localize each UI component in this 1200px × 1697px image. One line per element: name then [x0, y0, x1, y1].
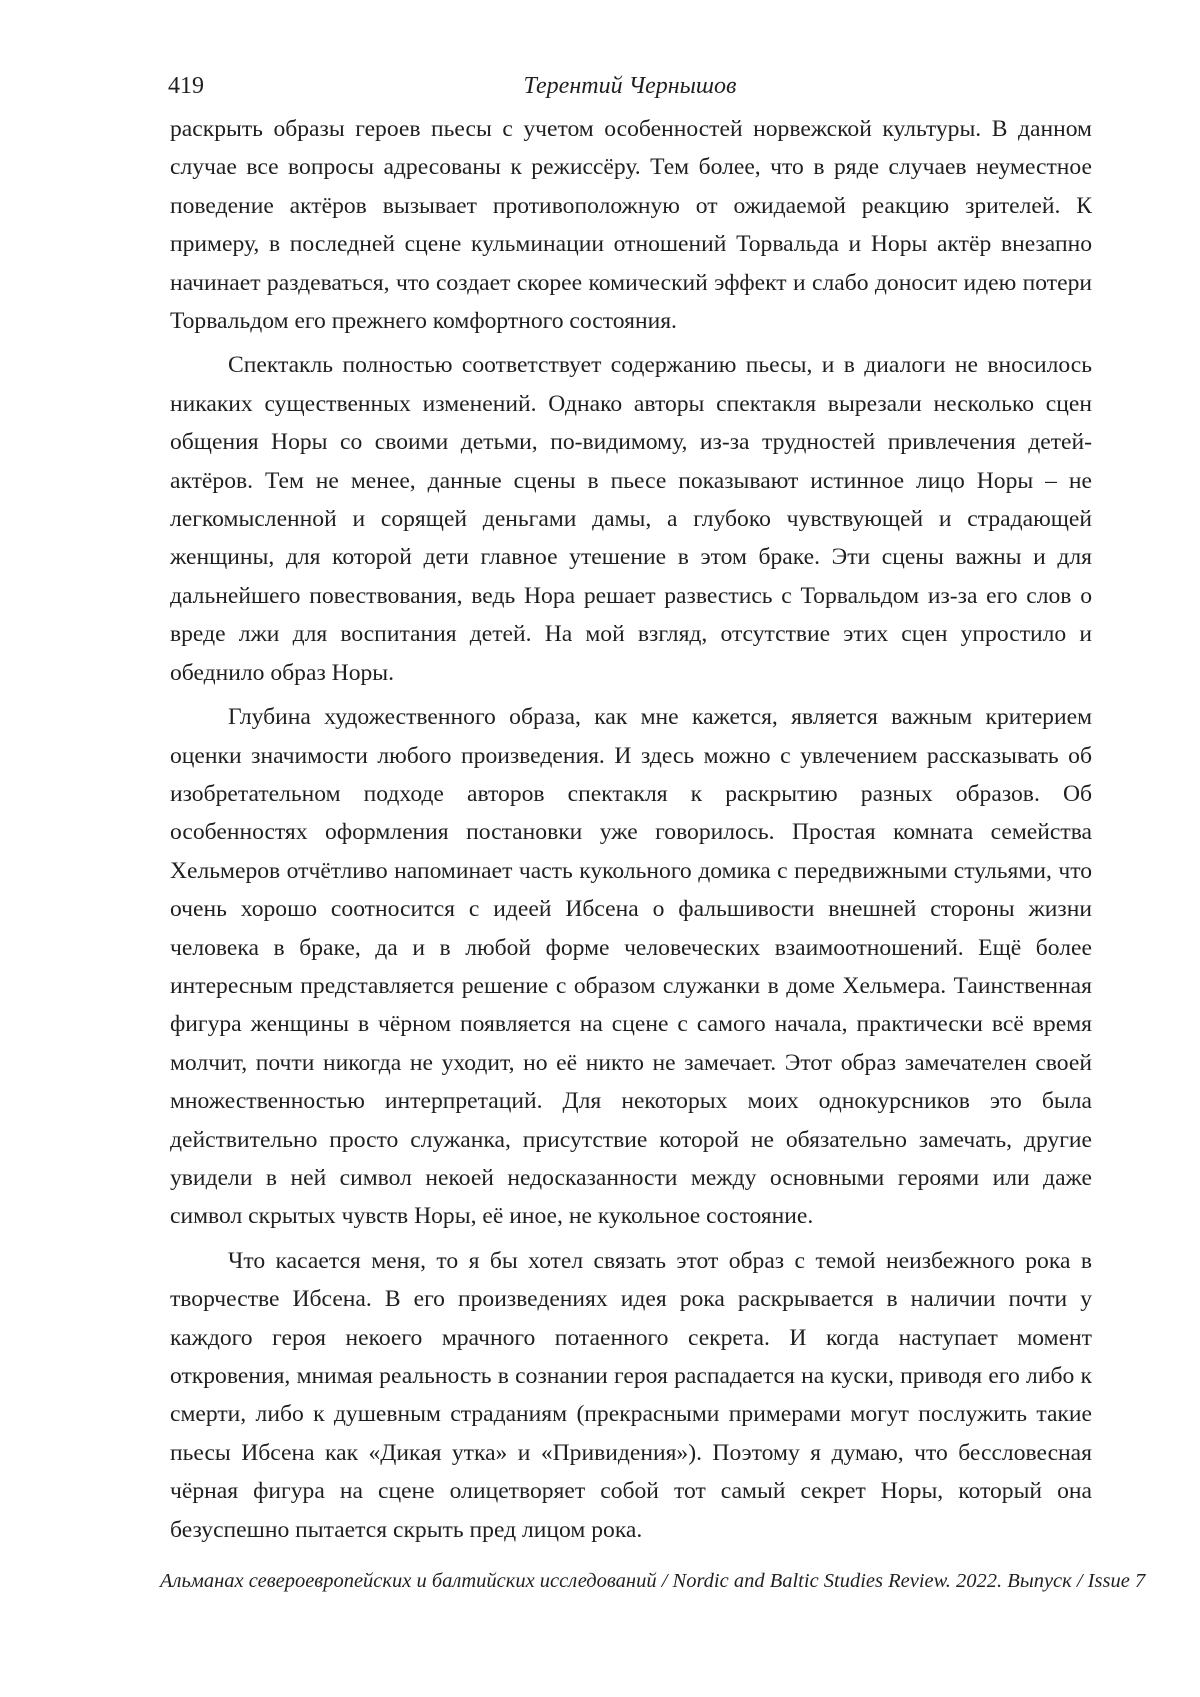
journal-footer: Альманах североевропейских и балтийских исследований / Nordic and Baltic Studies Review. 2022. Выпуск / Issue 7 — [160, 1570, 1146, 1592]
article-body — [170, 110, 1092, 1555]
paragraph: Что касается меня, то я бы хотел связать этот образ с темой неизбежного рока в творчестве Ибсена. В его произведениях идея рока раскрывается в наличии почти у каждого героя некоего мрачного потаенного секрета. И когда наступает момент откровения, мнимая реальность в сознании героя распадается на куски, приводя его либо к смерти, либо к душевным страданиям (прекрасными примерами могут послужить такие пьесы Ибсена как «Дикая утка» и «Привидения»). Поэтому я думаю, что бессловесная чёрная фигура на сцене олицетворяет собой тот самый секрет Норы, который она безуспешно пытается скрыть пред лицом рока. — [170, 1247, 1092, 1543]
paragraph: Спектакль полностью соответствует содержанию пьесы, и в диалоги не вносилось никаких существенных изменений. Однако авторы спектакля вырезали несколько сцен общения Норы со своими детьми, по-видимому, из-за трудностей привлечения детей-актёров. Тем не менее, данные сцены в пьесе показывают истинное лицо Норы – не легкомысленной и сорящей деньгами дамы, а глубоко чувствующей и страдающей женщины, для которой дети главное утешение в этом браке. Эти сцены важны и для дальнейшего повествования, ведь Нора решает развестись с Торвальдом из-за его слов о вреде лжи для воспитания детей. На мой взгляд, отсутствие этих сцен упростило и обеднило образ Норы. — [170, 352, 1092, 686]
page-number: 419 — [168, 73, 204, 99]
paragraph: Глубина художественного образа, как мне кажется, является важным критерием оценки значимости любого произведения. И здесь можно с увлечением рассказывать об изобретательном подходе авторов спектакля к раскрытию разных образов. Об особенностях оформления постановки уже говорилось. Простая комната семейства Хельмеров отчётливо напоминает часть кукольного домика с передвижными стульями, что очень хорошо соотносится с идеей Ибсена о фальшивости внешней стороны жизни человека в браке, да и в любой форме человеческих взаимоотношений. Ещё более интересным представляется решение с образом служанки в доме Хельмера. Таинственная фигура женщины в чёрном появляется на сцене с самого начала, практически всё время молчит, почти никогда не уходит, но её никто не замечает. Этот образ замечателен своей множественностью интерпретаций. Для некоторых моих однокурсников это была действительно просто служанка, присутствие которой не обязательно замечать, другие увидели в ней символ некоей недосказанности между основными героями или даже символ скрытых чувств Норы, её иное, не кукольное состояние. — [170, 704, 1092, 1230]
page-header — [168, 68, 1092, 104]
paragraph-continuation: раскрыть образы героев пьесы с учетом особенностей норвежской культуры. В данном случае все вопросы адресованы к режиссёру. Тем более, что в ряде случаев неуместное поведение актёров вызывает противоположную от ожидаемой реакцию зрителей. К примеру, в последней сцене кульминации отношений Торвальда и Норы актёр внезапно начинает раздеваться, что создает скорее комический эффект и слабо доносит идею потери Торвальдом его прежнего комфортного состояния. — [170, 116, 1092, 335]
running-head-author: Терентий Чернышов — [523, 73, 737, 99]
